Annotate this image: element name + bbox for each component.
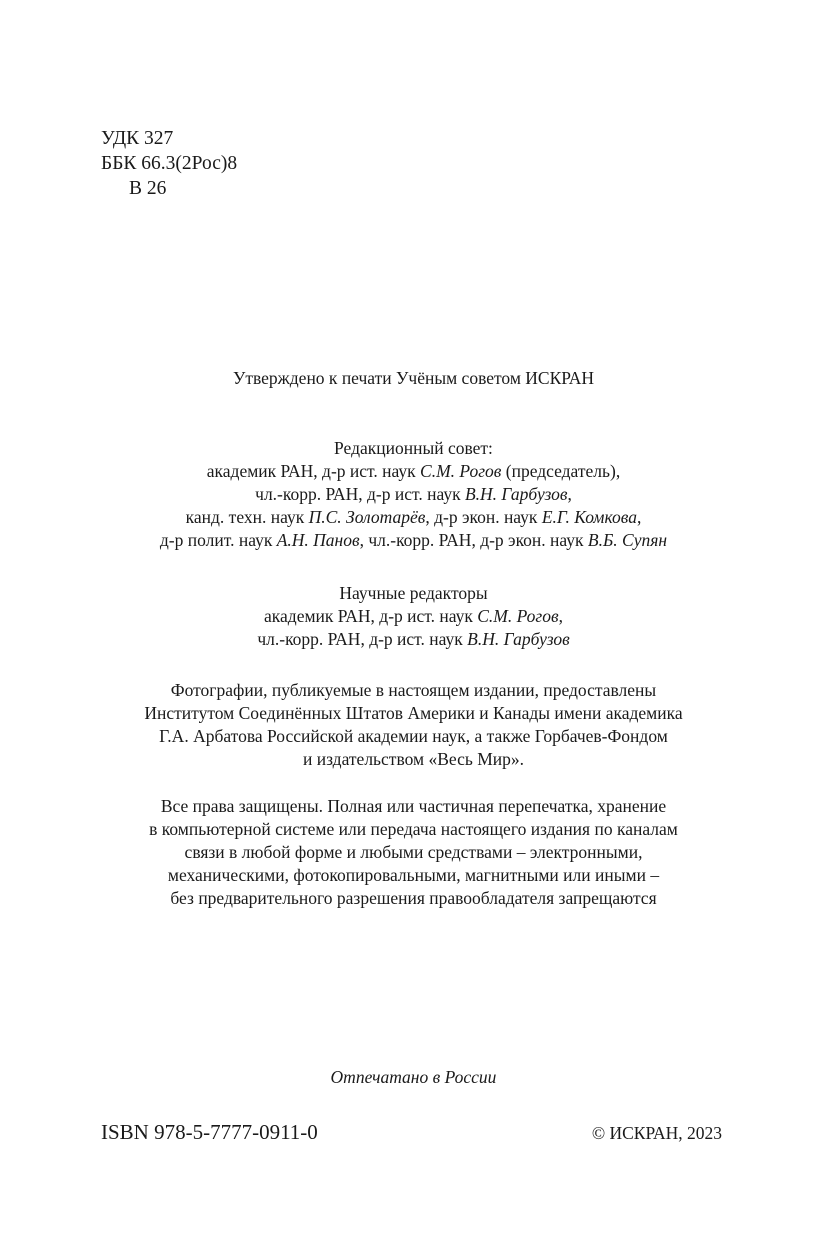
copyright-notice-line: Все права защищены. Полная или частичная перепечатка, хранение — [160, 796, 667, 816]
scientific-editor-line — [60, 628, 767, 651]
approval-text: Утверждено к печати Учёным советом ИСКРАН — [232, 368, 595, 388]
board-member-name: П.С. Золотарёв — [308, 507, 426, 527]
editor-title: чл.-корр. РАН, д-р ист. наук — [257, 629, 468, 649]
printed-in-text: Отпечатано в России — [330, 1067, 497, 1087]
board-member-name: А.Н. Панов — [276, 530, 360, 550]
copyright-notice-line: без предварительного разрешения правообладателя запрещаются — [170, 888, 657, 908]
copyright-notice-line: связи в любой форме и любыми средствами – электронными, — [184, 842, 643, 862]
editorial-board-line — [60, 506, 767, 529]
editorial-board — [60, 437, 767, 552]
udk-code: УДК 327 — [101, 128, 174, 149]
photo-credits-line: Г.А. Арбатова Российской академии наук, а также Горбачев-Фондом — [159, 726, 668, 746]
isbn: ISBN 978-5-7777-0911-0 — [101, 1120, 318, 1144]
classification-codes — [101, 126, 237, 201]
board-member-name: С.М. Рогов — [420, 461, 502, 481]
editorial-board-line — [60, 529, 767, 552]
editorial-board-heading: Редакционный совет: — [334, 438, 493, 458]
board-title: академик РАН, д-р ист. наук — [206, 461, 421, 481]
editorial-board-line — [60, 483, 767, 506]
board-member-name: В.Н. Гарбузов — [464, 484, 568, 504]
scientific-editors-heading: Научные редакторы — [339, 583, 488, 603]
board-title: , д-р экон. наук — [425, 507, 542, 527]
approval-note — [60, 367, 767, 390]
photo-credits-line: Институтом Соединённых Штатов Америки и Канады имени академика — [144, 703, 683, 723]
board-title: , чл.-корр. РАН, д-р экон. наук — [359, 530, 588, 550]
scientific-editors — [60, 582, 767, 651]
photo-credits-line: и издательством «Весь Мир». — [302, 749, 525, 769]
punctuation: , — [558, 606, 563, 626]
board-member-name: Е.Г. Комкова — [541, 507, 637, 527]
author-mark: В 26 — [129, 178, 167, 199]
bbk-code: ББК 66.3(2Рос)8 — [101, 153, 238, 174]
copyright-line: © ИСКРАН, 2023 — [591, 1123, 722, 1143]
copyright-notice-line: механическими, фотокопировальными, магнитными или иными – — [167, 865, 660, 885]
board-role: (председатель), — [501, 461, 621, 481]
editor-name: В.Н. Гарбузов — [467, 629, 570, 649]
punctuation: , — [636, 507, 642, 527]
editorial-board-line — [60, 460, 767, 483]
scientific-editor-line — [60, 605, 767, 628]
printed-in — [60, 1066, 767, 1089]
copyright-notice — [60, 795, 767, 910]
board-title: канд. техн. наук — [185, 507, 309, 527]
editor-name: С.М. Рогов — [477, 606, 559, 626]
photo-credits — [60, 679, 767, 771]
copyright-notice-line: в компьютерной системе или передача настоящего издания по каналам — [149, 819, 678, 839]
board-title: д-р полит. наук — [159, 530, 277, 550]
editor-title: академик РАН, д-р ист. наук — [264, 606, 478, 626]
board-title: чл.-корр. РАН, д-р ист. наук — [255, 484, 465, 504]
punctuation: , — [567, 484, 572, 504]
board-member-name: В.Б. Супян — [587, 530, 668, 550]
photo-credits-line: Фотографии, публикуемые в настоящем издании, предоставлены — [170, 680, 657, 700]
